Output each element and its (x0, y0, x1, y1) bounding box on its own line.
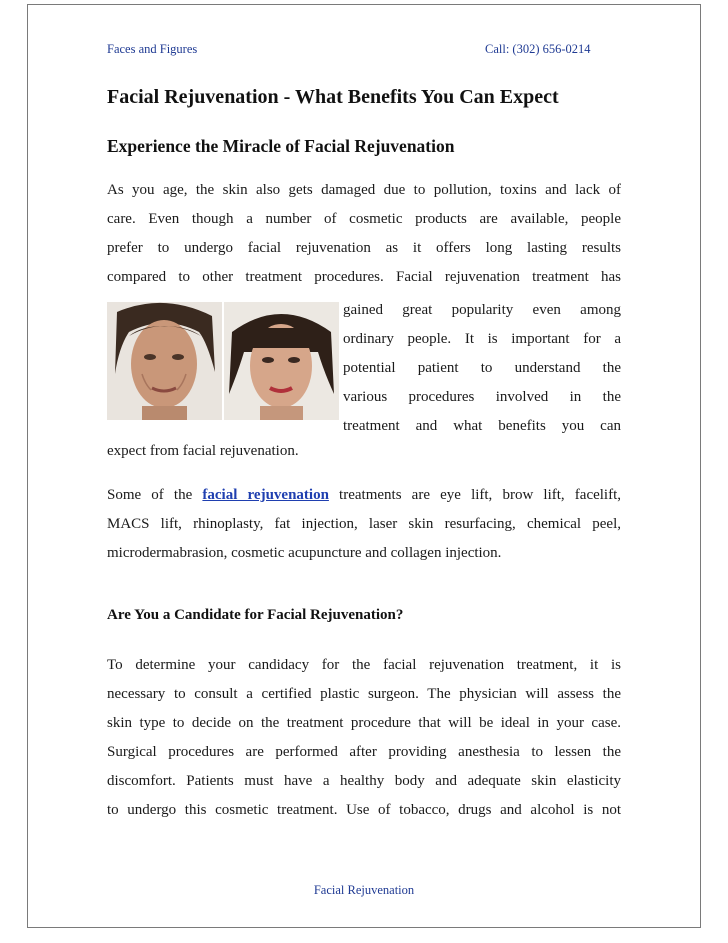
wrap-line: treatment and what benefits you can (343, 418, 621, 434)
treatments-paragraph (107, 481, 621, 568)
candidate-line: skin type to decide on the treatment procedure that will be ideal in your case. (107, 715, 621, 731)
candidate-line: discomfort. Patients must have a healthy body and adequate skin elasticity (107, 773, 621, 789)
treatments-line-3: microdermabrasion, cosmetic acupuncture and collagen injection. (107, 545, 502, 561)
section-heading-candidate: Are You a Candidate for Facial Rejuvenation? (107, 607, 404, 623)
page-subtitle: Experience the Miracle of Facial Rejuvenation (107, 136, 455, 156)
page-title: Facial Rejuvenation - What Benefits You Can Expect (107, 86, 559, 108)
candidate-paragraph (107, 651, 621, 825)
candidate-line: to undergo this cosmetic treatment. Use of tobacco, drugs and alcohol is not (107, 802, 621, 818)
wrap-line: ordinary people. It is important for a (343, 331, 621, 347)
header-phone: Call: (302) 656-0214 (485, 42, 591, 56)
wrap-line: gained great popularity even among (343, 302, 621, 318)
wrap-paragraph (343, 296, 621, 441)
intro-line: care. Even though a number of cosmetic products are available, people (107, 211, 621, 227)
wrap-end-paragraph (107, 437, 621, 466)
wrap-end-line: expect from facial rejuvenation. (107, 443, 299, 459)
intro-line: prefer to undergo facial rejuvenation as it offers long lasting results (107, 240, 621, 256)
after-photo (224, 302, 339, 420)
wrap-line: various procedures involved in the (343, 389, 621, 405)
facial-rejuvenation-link[interactable]: facial rejuvenation (202, 487, 329, 503)
candidate-line: necessary to consult a certified plastic surgeon. The physician will assess the (107, 686, 621, 702)
candidate-line: Surgical procedures are performed after providing anesthesia to lessen the (107, 744, 621, 760)
intro-paragraph (107, 176, 621, 292)
treatments-line1-rest: treatments are eye lift, brow lift, facelift, (328, 487, 622, 503)
treatments-prefix: Some of the (107, 487, 203, 503)
header-brand: Faces and Figures (107, 42, 198, 56)
before-photo (107, 302, 222, 420)
intro-line: As you age, the skin also gets damaged due to pollution, toxins and lack of (107, 182, 621, 198)
treatments-line-2: MACS lift, rhinoplasty, fat injection, laser skin resurfacing, chemical peel, (107, 516, 621, 532)
intro-line: compared to other treatment procedures. Facial rejuvenation treatment has (107, 269, 621, 285)
page-footer: Facial Rejuvenation (313, 883, 415, 897)
treatments-line-1 (107, 481, 621, 510)
candidate-line: To determine your candidacy for the facial rejuvenation treatment, it is (107, 657, 621, 673)
wrap-line: potential patient to understand the (343, 360, 621, 376)
